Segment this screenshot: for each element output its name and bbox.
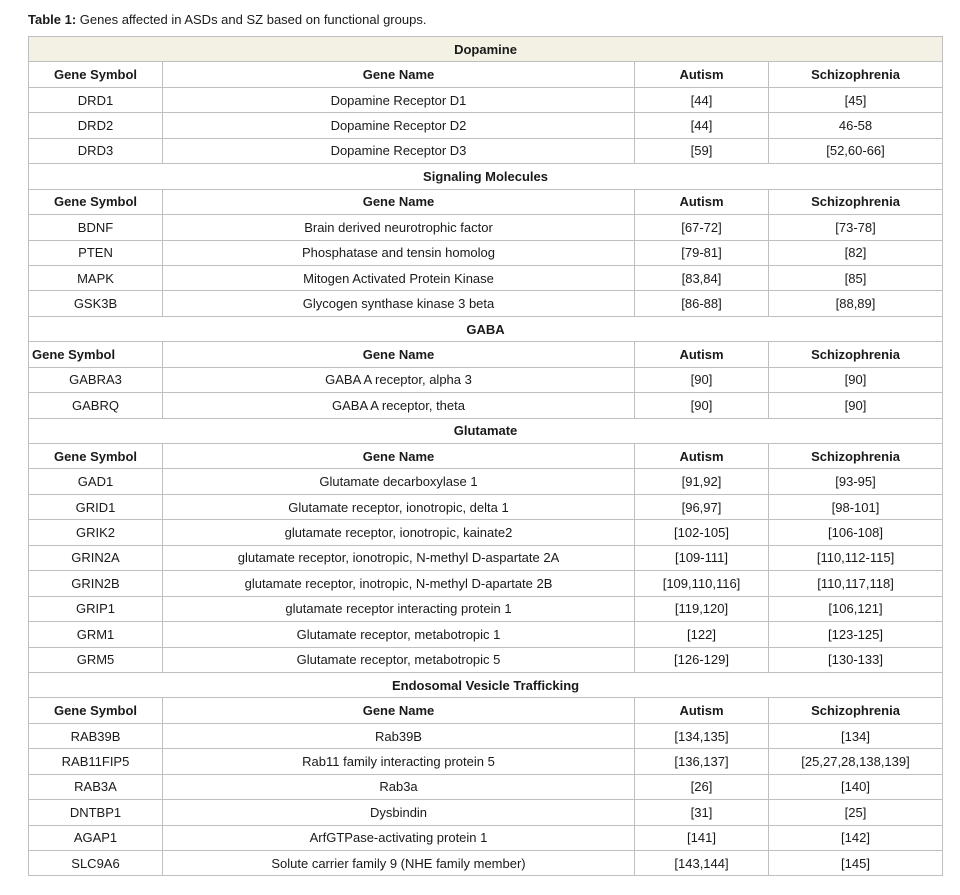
table-caption	[28, 12, 426, 27]
autism-ref-cell: [91,92]	[635, 469, 769, 494]
schizophrenia-ref-cell: 46-58	[769, 113, 943, 138]
column-header: Schizophrenia	[769, 189, 943, 214]
column-header-row	[29, 189, 943, 214]
gene-name-cell: Rab11 family interacting protein 5	[163, 749, 635, 774]
schizophrenia-ref-cell: [85]	[769, 265, 943, 290]
gene-name-cell: Rab39B	[163, 723, 635, 748]
column-header-row	[29, 698, 943, 723]
autism-ref-cell: [122]	[635, 622, 769, 647]
gene-symbol-cell: GRID1	[29, 494, 163, 519]
autism-ref-cell: [67-72]	[635, 215, 769, 240]
autism-ref-cell: [31]	[635, 800, 769, 825]
schizophrenia-ref-cell: [88,89]	[769, 291, 943, 316]
gene-name-cell: Glycogen synthase kinase 3 beta	[163, 291, 635, 316]
autism-ref-cell: [119,120]	[635, 596, 769, 621]
schizophrenia-ref-cell: [25,27,28,138,139]	[769, 749, 943, 774]
column-header-row	[29, 444, 943, 469]
column-header: Autism	[635, 444, 769, 469]
column-header: Gene Symbol	[29, 189, 163, 214]
table-row	[29, 138, 943, 163]
table-row	[29, 265, 943, 290]
group-title-row	[29, 316, 943, 341]
genes-table	[28, 36, 943, 876]
table-caption-label: Table 1:	[28, 12, 77, 27]
column-header: Gene Symbol	[29, 444, 163, 469]
table-row	[29, 469, 943, 494]
autism-ref-cell: [59]	[635, 138, 769, 163]
autism-ref-cell: [96,97]	[635, 494, 769, 519]
gene-symbol-cell: GSK3B	[29, 291, 163, 316]
column-header: Autism	[635, 189, 769, 214]
table-row	[29, 545, 943, 570]
autism-ref-cell: [90]	[635, 393, 769, 418]
gene-name-cell: Dopamine Receptor D3	[163, 138, 635, 163]
gene-symbol-cell: AGAP1	[29, 825, 163, 850]
group-title: Signaling Molecules	[29, 164, 943, 189]
group-title: Glutamate	[29, 418, 943, 443]
autism-ref-cell: [136,137]	[635, 749, 769, 774]
gene-symbol-cell: DRD1	[29, 87, 163, 112]
table-row	[29, 800, 943, 825]
table-row	[29, 494, 943, 519]
gene-name-cell: ArfGTPase-activating protein 1	[163, 825, 635, 850]
group-title-row	[29, 37, 943, 62]
table-row	[29, 87, 943, 112]
autism-ref-cell: [44]	[635, 113, 769, 138]
table-row	[29, 240, 943, 265]
group-title: Dopamine	[29, 37, 943, 62]
autism-ref-cell: [102-105]	[635, 520, 769, 545]
column-header: Gene Symbol	[29, 698, 163, 723]
gene-name-cell: Glutamate receptor, metabotropic 1	[163, 622, 635, 647]
gene-symbol-cell: RAB11FIP5	[29, 749, 163, 774]
gene-name-cell: Glutamate receptor, ionotropic, delta 1	[163, 494, 635, 519]
gene-symbol-cell: DRD3	[29, 138, 163, 163]
schizophrenia-ref-cell: [98-101]	[769, 494, 943, 519]
column-header: Gene Name	[163, 62, 635, 87]
table-row	[29, 596, 943, 621]
schizophrenia-ref-cell: [106,121]	[769, 596, 943, 621]
gene-symbol-cell: GRM5	[29, 647, 163, 672]
autism-ref-cell: [44]	[635, 87, 769, 112]
autism-ref-cell: [90]	[635, 367, 769, 392]
gene-name-cell: glutamate receptor, inotropic, N-methyl D-apartate 2B	[163, 571, 635, 596]
gene-symbol-cell: RAB39B	[29, 723, 163, 748]
gene-name-cell: Glutamate decarboxylase 1	[163, 469, 635, 494]
column-header: Schizophrenia	[769, 62, 943, 87]
gene-symbol-cell: GAD1	[29, 469, 163, 494]
table-row	[29, 215, 943, 240]
autism-ref-cell: [143,144]	[635, 851, 769, 876]
gene-name-cell: Phosphatase and tensin homolog	[163, 240, 635, 265]
schizophrenia-ref-cell: [145]	[769, 851, 943, 876]
schizophrenia-ref-cell: [134]	[769, 723, 943, 748]
schizophrenia-ref-cell: [123-125]	[769, 622, 943, 647]
gene-name-cell: Dopamine Receptor D2	[163, 113, 635, 138]
autism-ref-cell: [109-111]	[635, 545, 769, 570]
autism-ref-cell: [134,135]	[635, 723, 769, 748]
gene-symbol-cell: DNTBP1	[29, 800, 163, 825]
schizophrenia-ref-cell: [52,60-66]	[769, 138, 943, 163]
gene-symbol-cell: PTEN	[29, 240, 163, 265]
gene-name-cell: glutamate receptor interacting protein 1	[163, 596, 635, 621]
schizophrenia-ref-cell: [93-95]	[769, 469, 943, 494]
schizophrenia-ref-cell: [90]	[769, 393, 943, 418]
table-row	[29, 723, 943, 748]
table-row	[29, 291, 943, 316]
column-header: Gene Name	[163, 698, 635, 723]
table-row	[29, 622, 943, 647]
column-header: Schizophrenia	[769, 342, 943, 367]
table-row	[29, 393, 943, 418]
gene-symbol-cell: GRIP1	[29, 596, 163, 621]
gene-name-cell: Rab3a	[163, 774, 635, 799]
column-header: Schizophrenia	[769, 444, 943, 469]
gene-symbol-cell: GABRA3	[29, 367, 163, 392]
gene-name-cell: Brain derived neurotrophic factor	[163, 215, 635, 240]
schizophrenia-ref-cell: [110,117,118]	[769, 571, 943, 596]
table-row	[29, 571, 943, 596]
schizophrenia-ref-cell: [45]	[769, 87, 943, 112]
schizophrenia-ref-cell: [130-133]	[769, 647, 943, 672]
column-header: Gene Symbol	[29, 62, 163, 87]
group-title-row	[29, 164, 943, 189]
table-row	[29, 367, 943, 392]
gene-symbol-cell: GRIK2	[29, 520, 163, 545]
table-row	[29, 113, 943, 138]
gene-name-cell: Solute carrier family 9 (NHE family member)	[163, 851, 635, 876]
table-row	[29, 825, 943, 850]
gene-symbol-cell: GRIN2A	[29, 545, 163, 570]
schizophrenia-ref-cell: [90]	[769, 367, 943, 392]
group-title-row	[29, 672, 943, 697]
autism-ref-cell: [83,84]	[635, 265, 769, 290]
column-header: Gene Name	[163, 444, 635, 469]
column-header: Autism	[635, 698, 769, 723]
gene-name-cell: Dopamine Receptor D1	[163, 87, 635, 112]
schizophrenia-ref-cell: [142]	[769, 825, 943, 850]
column-header: Schizophrenia	[769, 698, 943, 723]
schizophrenia-ref-cell: [110,112-115]	[769, 545, 943, 570]
table-row	[29, 749, 943, 774]
gene-symbol-cell: RAB3A	[29, 774, 163, 799]
schizophrenia-ref-cell: [140]	[769, 774, 943, 799]
autism-ref-cell: [79-81]	[635, 240, 769, 265]
autism-ref-cell: [141]	[635, 825, 769, 850]
column-header: Autism	[635, 342, 769, 367]
gene-symbol-cell: BDNF	[29, 215, 163, 240]
gene-symbol-cell: GRM1	[29, 622, 163, 647]
gene-symbol-cell: GABRQ	[29, 393, 163, 418]
autism-ref-cell: [26]	[635, 774, 769, 799]
column-header: Autism	[635, 62, 769, 87]
autism-ref-cell: [86-88]	[635, 291, 769, 316]
gene-name-cell: GABA A receptor, alpha 3	[163, 367, 635, 392]
gene-name-cell: glutamate receptor, ionotropic, N-methyl D-aspartate 2A	[163, 545, 635, 570]
table-row	[29, 851, 943, 876]
gene-name-cell: glutamate receptor, ionotropic, kainate2	[163, 520, 635, 545]
table-row	[29, 774, 943, 799]
gene-symbol-cell: MAPK	[29, 265, 163, 290]
autism-ref-cell: [109,110,116]	[635, 571, 769, 596]
gene-name-cell: Glutamate receptor, metabotropic 5	[163, 647, 635, 672]
table-row	[29, 520, 943, 545]
schizophrenia-ref-cell: [82]	[769, 240, 943, 265]
column-header-row	[29, 62, 943, 87]
group-title-row	[29, 418, 943, 443]
gene-name-cell: Mitogen Activated Protein Kinase	[163, 265, 635, 290]
group-title: Endosomal Vesicle Trafficking	[29, 672, 943, 697]
gene-symbol-cell: GRIN2B	[29, 571, 163, 596]
gene-name-cell: Dysbindin	[163, 800, 635, 825]
autism-ref-cell: [126-129]	[635, 647, 769, 672]
table-caption-text: Genes affected in ASDs and SZ based on functional groups.	[76, 12, 427, 27]
gene-symbol-cell: DRD2	[29, 113, 163, 138]
column-header-row	[29, 342, 943, 367]
schizophrenia-ref-cell: [25]	[769, 800, 943, 825]
schizophrenia-ref-cell: [73-78]	[769, 215, 943, 240]
table-row	[29, 647, 943, 672]
gene-symbol-cell: SLC9A6	[29, 851, 163, 876]
column-header: Gene Name	[163, 342, 635, 367]
group-title: GABA	[29, 316, 943, 341]
schizophrenia-ref-cell: [106-108]	[769, 520, 943, 545]
gene-name-cell: GABA A receptor, theta	[163, 393, 635, 418]
column-header: Gene Name	[163, 189, 635, 214]
column-header: Gene Symbol	[29, 342, 163, 367]
